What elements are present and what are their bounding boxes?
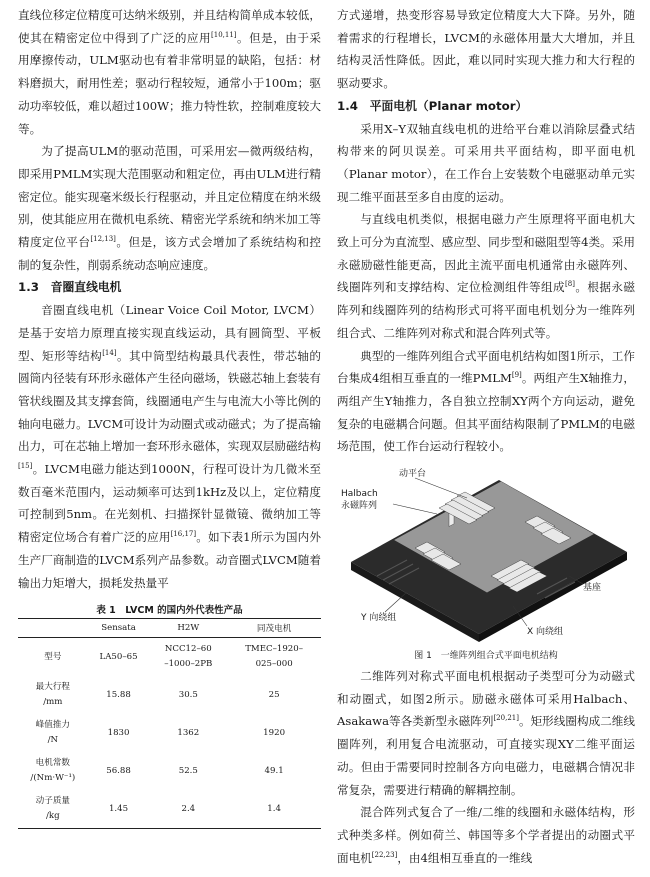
left-column <box>18 4 321 829</box>
paragraph: 方式递增，热变形容易导致定位精度大大下降。另外，随着需求的行程增长，LVCM的永磁体用量大大增加，并且结构灵活性降低。因此，难以同时实现大推力和大行程的驱动要求。 <box>337 8 635 91</box>
table-cell: 最大行程 /mm <box>35 682 71 708</box>
figure-caption: 图 1 一维阵列组合式平面电机结构 <box>414 651 558 662</box>
table-cell: 56.88 <box>106 765 131 776</box>
label-x-winding: X 向绕组 <box>527 627 564 638</box>
table-row <box>18 752 321 790</box>
table-cell: 25 <box>268 689 280 700</box>
table-cell: 1362 <box>177 727 200 738</box>
table-cell: 49.1 <box>264 765 284 776</box>
table-header-cell: 同茂电机 <box>227 619 321 638</box>
table-cell: 1.4 <box>227 790 321 829</box>
table-header-cell: Sensata <box>88 619 150 638</box>
table-cell: 峰值推力 /N <box>35 720 71 746</box>
table-cell: LA50–65 <box>99 651 138 662</box>
table-row <box>18 638 321 677</box>
paragraph: 与直线电机类似，根据电磁力产生原理将平面电机大致上可分为直流型、感应型、同步型和磁阻型等4类。采用永磁励磁性能更高，因此主流平面电机通常由永磁阵列、线圈阵列和支撑结构、定位检测组件等组成[8]。根据永磁阵列和线圈阵列的结构形式可将平面电机划分为一维阵列组合式、二维阵列对称式和混合阵列式等。 <box>337 212 635 340</box>
paragraph: 直线位移定位精度可达纳米级别，并且结构简单成本较低，使其在精密定位中得到了广泛的应用[10,11]。但是，由于采用摩擦传动，ULM驱动也有着非常明显的缺陷，包括：材料磨损大，耐用性差；驱动行程较短，通常小于100m；驱动功率较低，难以超过100W；推力特性软，控制难度较大等。 <box>18 8 321 136</box>
table-cell: 1830 <box>107 727 130 738</box>
table-row <box>18 676 321 714</box>
table-cell: 动子质量 /kg <box>18 790 88 829</box>
table-cell: 1920 <box>263 727 286 738</box>
table-cell: TMEC–1920– 025–000 <box>245 644 304 670</box>
paragraph: 典型的一维阵列组合式平面电机结构如图1所示，工作台集成4组相互垂直的一维PMLM[9]。两组产生X轴推力，两组产生Y轴推力，各自独立控制XY两个方向运动，避免复杂的电磁耦合问题。但其平面结构限制了PMLM的电磁场范围，使工作台运动行程较小。 <box>337 348 635 454</box>
table-cell: 型号 <box>44 651 62 662</box>
right-column <box>337 4 635 869</box>
lvcm-products-table <box>18 618 321 829</box>
label-halbach: Halbach 永磁阵列 <box>341 489 378 512</box>
paragraph: 为了提高ULM的驱动范围，可采用宏—微两级结构，即采用PMLM实现大范围驱动和粗定位，再由ULM进行精密定位。能实现毫米级长行程驱动，并且定位精度在纳米级别，使其能应用在微机电系统、精密光学系统和纳米加工等精度定位平台[12,13]。但是，该方式会增加了系统结构和控制的复杂性，削弱系统动态响应速度。 <box>18 144 321 272</box>
label-platform: 动平台 <box>399 469 427 480</box>
table-cell: 15.88 <box>106 689 131 700</box>
paragraph: 音圈直线电机（Linear Voice Coil Motor, LVCM）是基于安培力原理直接实现直线运动，具有圆筒型、平板型、矩形等结构[14]。其中筒型结构最具代表性，带芯轴的圆筒内径装有环形永磁体产生径向磁场，铁磁芯轴上套装有管状线圈及其支撑套筒，线圈通电产生与电流大小等比例的轴向电磁力。LVCM可设计为动圈式或动磁式；为了提高输出力，可在芯轴上增加一套环形永磁体，实现双层励磁结构[15]。LVCM电磁力能达到1000N，行程可设计为几微米至数百毫米范围内，运动频率可达到1kHz及以上，定位精度可控制到5nm。在光刻机、扫描探针显微镜、微纳加工等精密定位场合有着广泛的应用[16,17]。如下表1所示为国内外生产厂商制造的LVCM系列产品参数。动音圈式LVCM随着输出力矩增大，损耗发热量平 <box>18 303 321 590</box>
paragraph: 采用X–Y双轴直线电机的进给平台难以消除层叠式结构带来的阿贝误差。可采用共平面结构，即平面电机（Planar motor），在工作台上安装数个电磁驱动单元实现二维平面甚至多自由度的运动。 <box>337 121 635 204</box>
table-cell: 电机常数 /(Nm·W⁻¹) <box>30 758 76 784</box>
table-cell: 30.5 <box>178 689 198 700</box>
label-y-winding: Y 向绕组 <box>361 613 397 624</box>
table-header-cell: H2W <box>149 619 227 638</box>
label-base: 基座 <box>583 583 602 594</box>
table-cell: 1.45 <box>88 790 150 829</box>
table-caption: 表 1 LVCM 的国内外代表性产品 <box>96 605 243 617</box>
section-heading: 1.4 平面电机（Planar motor） <box>337 98 528 113</box>
table-header-cell <box>18 619 88 638</box>
table-cell: 2.4 <box>149 790 227 829</box>
paragraph: 二维阵列对称式平面电机根据动子类型可分为动磁式和动圈式，如图2所示。励磁永磁体可采用Halbach、Asakawa等各类新型永磁阵列[20,21]。矩形线圈构成二维线圈阵列，利用复合电流驱动，可直接实现XY二维平面运动。但由于需要同时控制各方向电磁力，电磁耦合情况非常复杂，需要进行精确的解耦控制。 <box>337 669 635 797</box>
planar-motor-figure <box>337 464 635 644</box>
table-cell: 52.5 <box>178 765 198 776</box>
table-cell: NCC12–60 –1000–2PB <box>164 644 213 670</box>
section-heading: 1.3 音圈直线电机 <box>18 280 122 295</box>
paragraph: 混合阵列式复合了一维/二维的线圈和永磁体结构，形式种类多样。例如荷兰、韩国等多个学者提出的动圈式平面电机[22,23]，由4组相互垂直的一维线 <box>337 805 635 865</box>
table-row <box>18 714 321 752</box>
table-row <box>18 790 321 829</box>
